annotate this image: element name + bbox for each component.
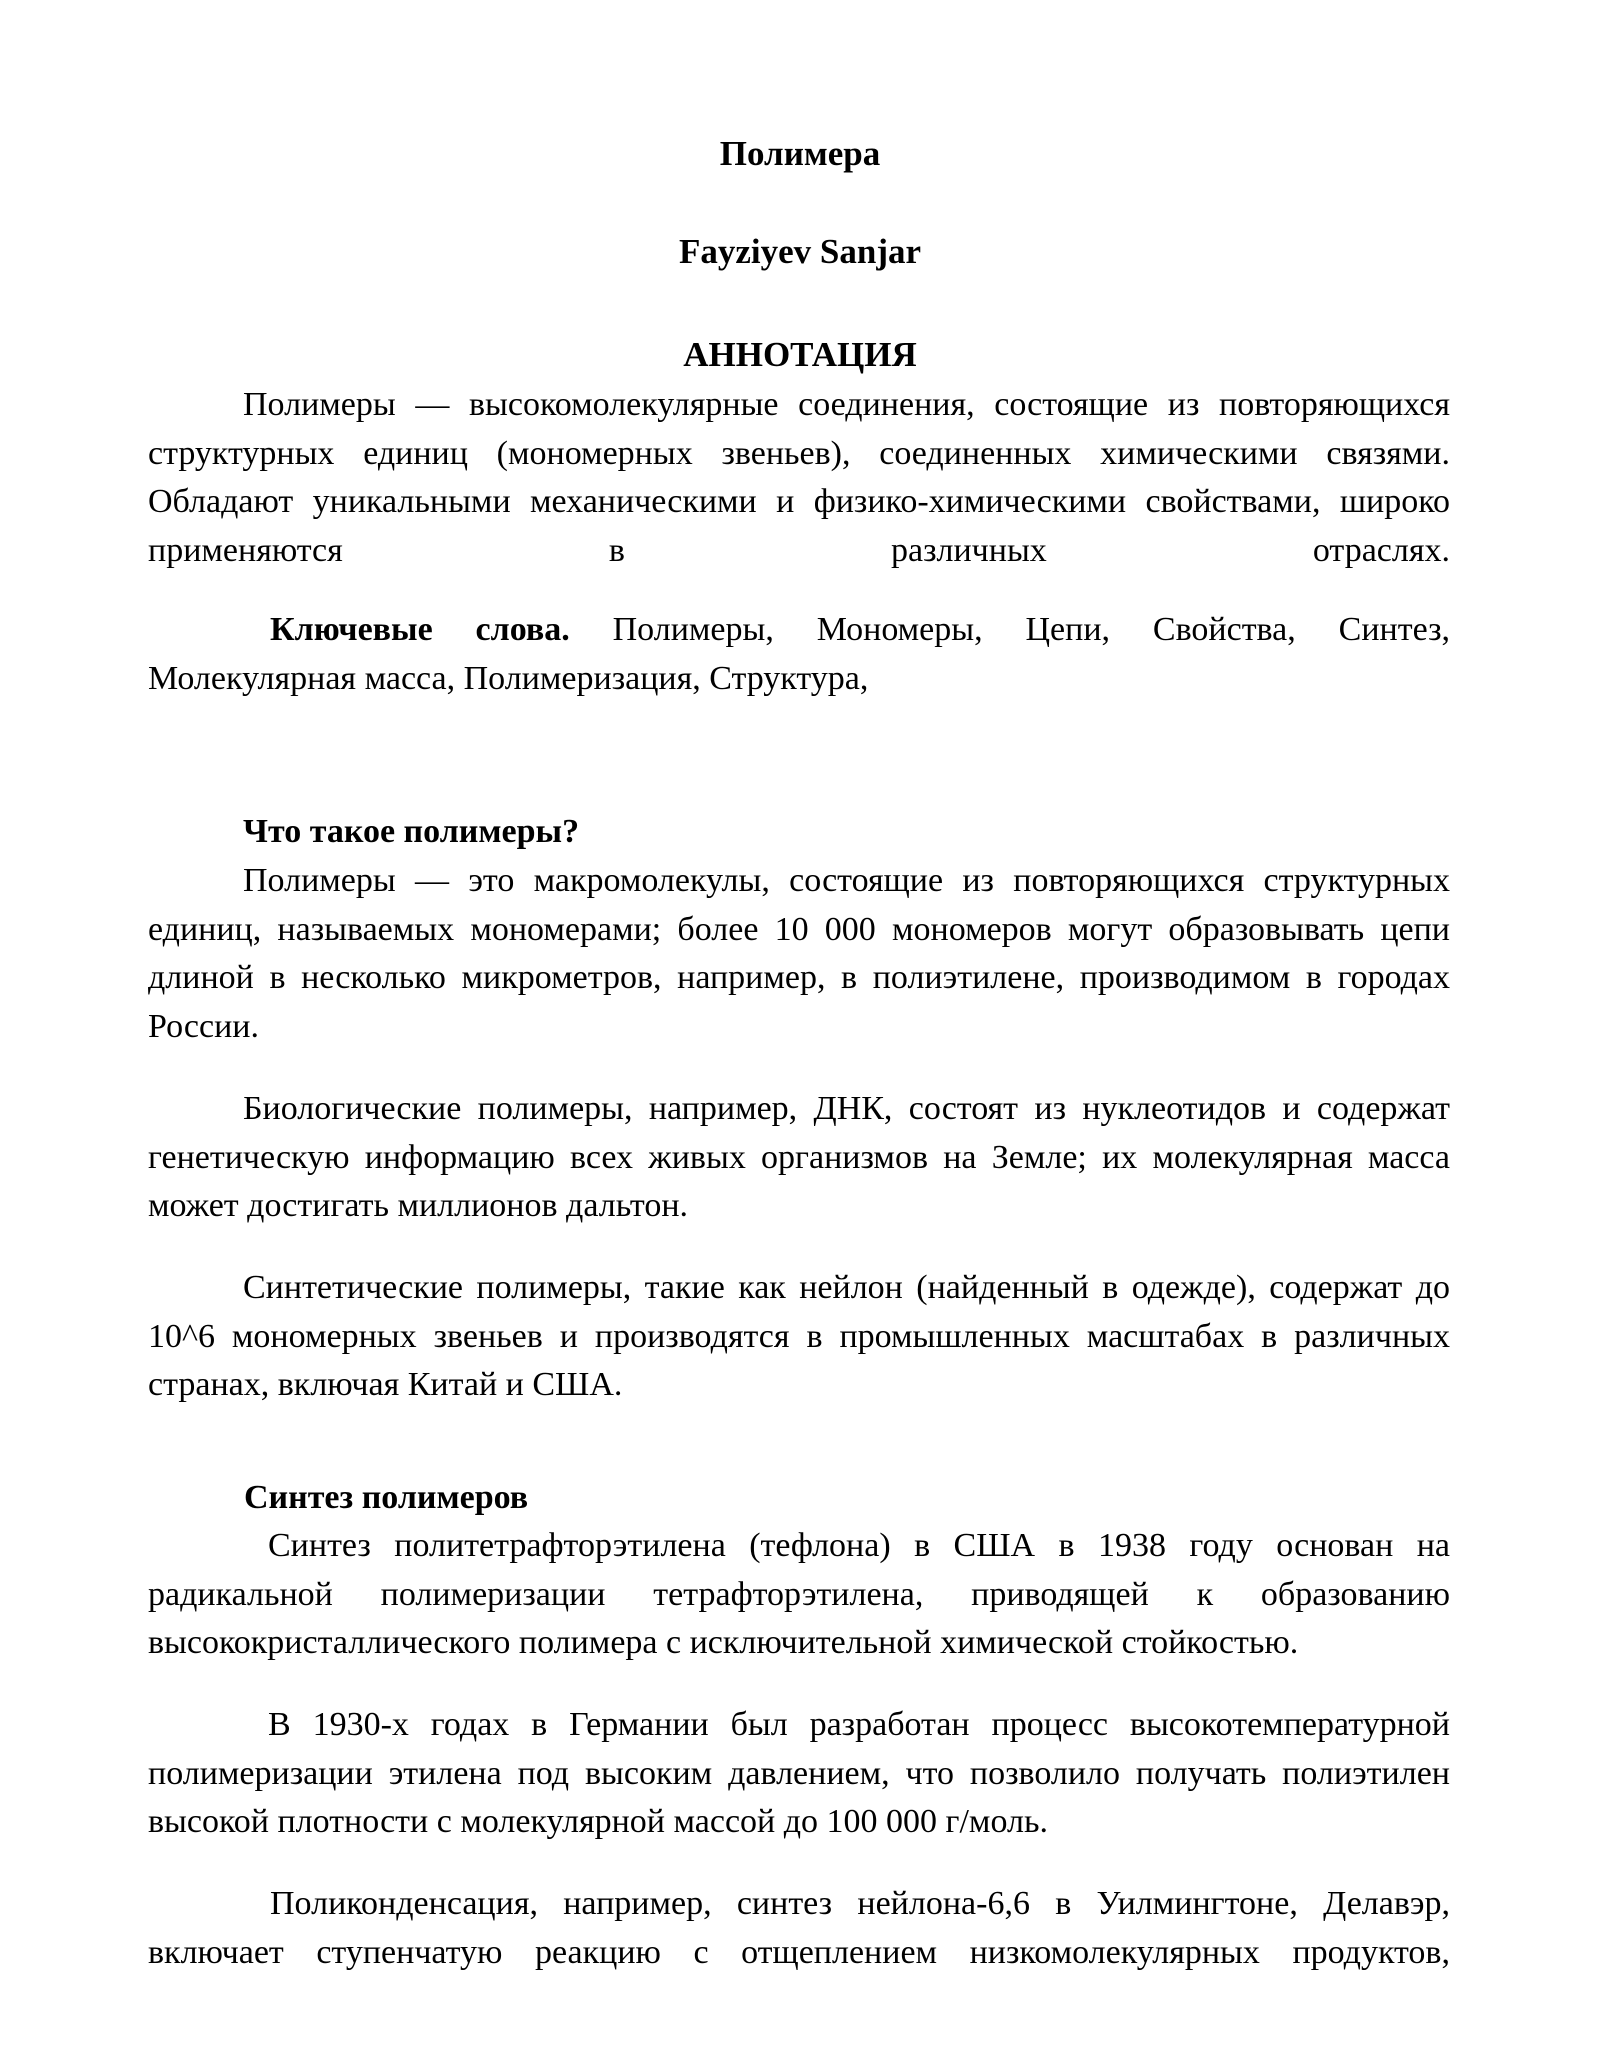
- keywords-paragraph: [148, 606, 1450, 703]
- section2-paragraph-2: В 1930-х годах в Германии был разработан процесс высокотемпературной полимеризации этилена под высоким давлением, что позволило получать полиэтилен высокой плотности с молекулярной массой до 100 000 г/моль.: [148, 1706, 1450, 1840]
- section2-paragraph-1: Синтез политетрафторэтилена (тефлона) в США в 1938 году основан на радикальной полимеризации тетрафторэтилена, приводящей к образованию высококристаллического полимера с исключительной химической стойкостью.: [148, 1527, 1450, 1661]
- section-heading-polymer-synthesis: Синтез полимеров: [244, 1479, 529, 1516]
- document-title: Полимера: [719, 134, 881, 173]
- section1-paragraph-3: Синтетические полимеры, такие как нейлон (найденный в одежде), содержат до 10^6 мономерных звеньев и производятся в промышленных масштабах в различных странах, включая Китай и США.: [148, 1269, 1450, 1403]
- keywords-label: Ключевые слова.: [270, 611, 570, 648]
- keywords-text: Полимеры, Мономеры, Цепи, Свойства, Синтез, Молекулярная масса, Полимеризация, Структура,: [148, 611, 1451, 697]
- section2-paragraph-3: Поликонденсация, например, синтез нейлона-6,6 в Уилмингтоне, Делавэр, включает ступенчатую реакцию с отщеплением низкомолекулярных продуктов,: [148, 1885, 1450, 1971]
- annotation-text: Полимеры — высокомолекулярные соединения, состоящие из повторяющихся структурных единиц (мономерных звеньев), соединенных химическими связями. Обладают уникальными механическими и физико-химическими свойствами, широко применяются в различных отраслях.: [148, 386, 1450, 569]
- author-name: Fayziyev Sanjar: [678, 232, 922, 271]
- section1-paragraph-1: Полимеры — это макромолекулы, состоящие из повторяющихся структурных единиц, называемых мономерами; более 10 000 мономеров могут образовывать цепи длиной в несколько микрометров, например, в полиэтилене, производимом в городах России.: [148, 862, 1450, 1045]
- annotation-heading: АННОТАЦИЯ: [683, 335, 917, 374]
- section1-paragraph-2: Биологические полимеры, например, ДНК, состоят из нуклеотидов и содержат генетическую информацию всех живых организмов на Земле; их молекулярная масса может достигать миллионов дальтон.: [148, 1090, 1450, 1224]
- section-heading-what-are-polymers: Что такое полимеры?: [243, 813, 580, 850]
